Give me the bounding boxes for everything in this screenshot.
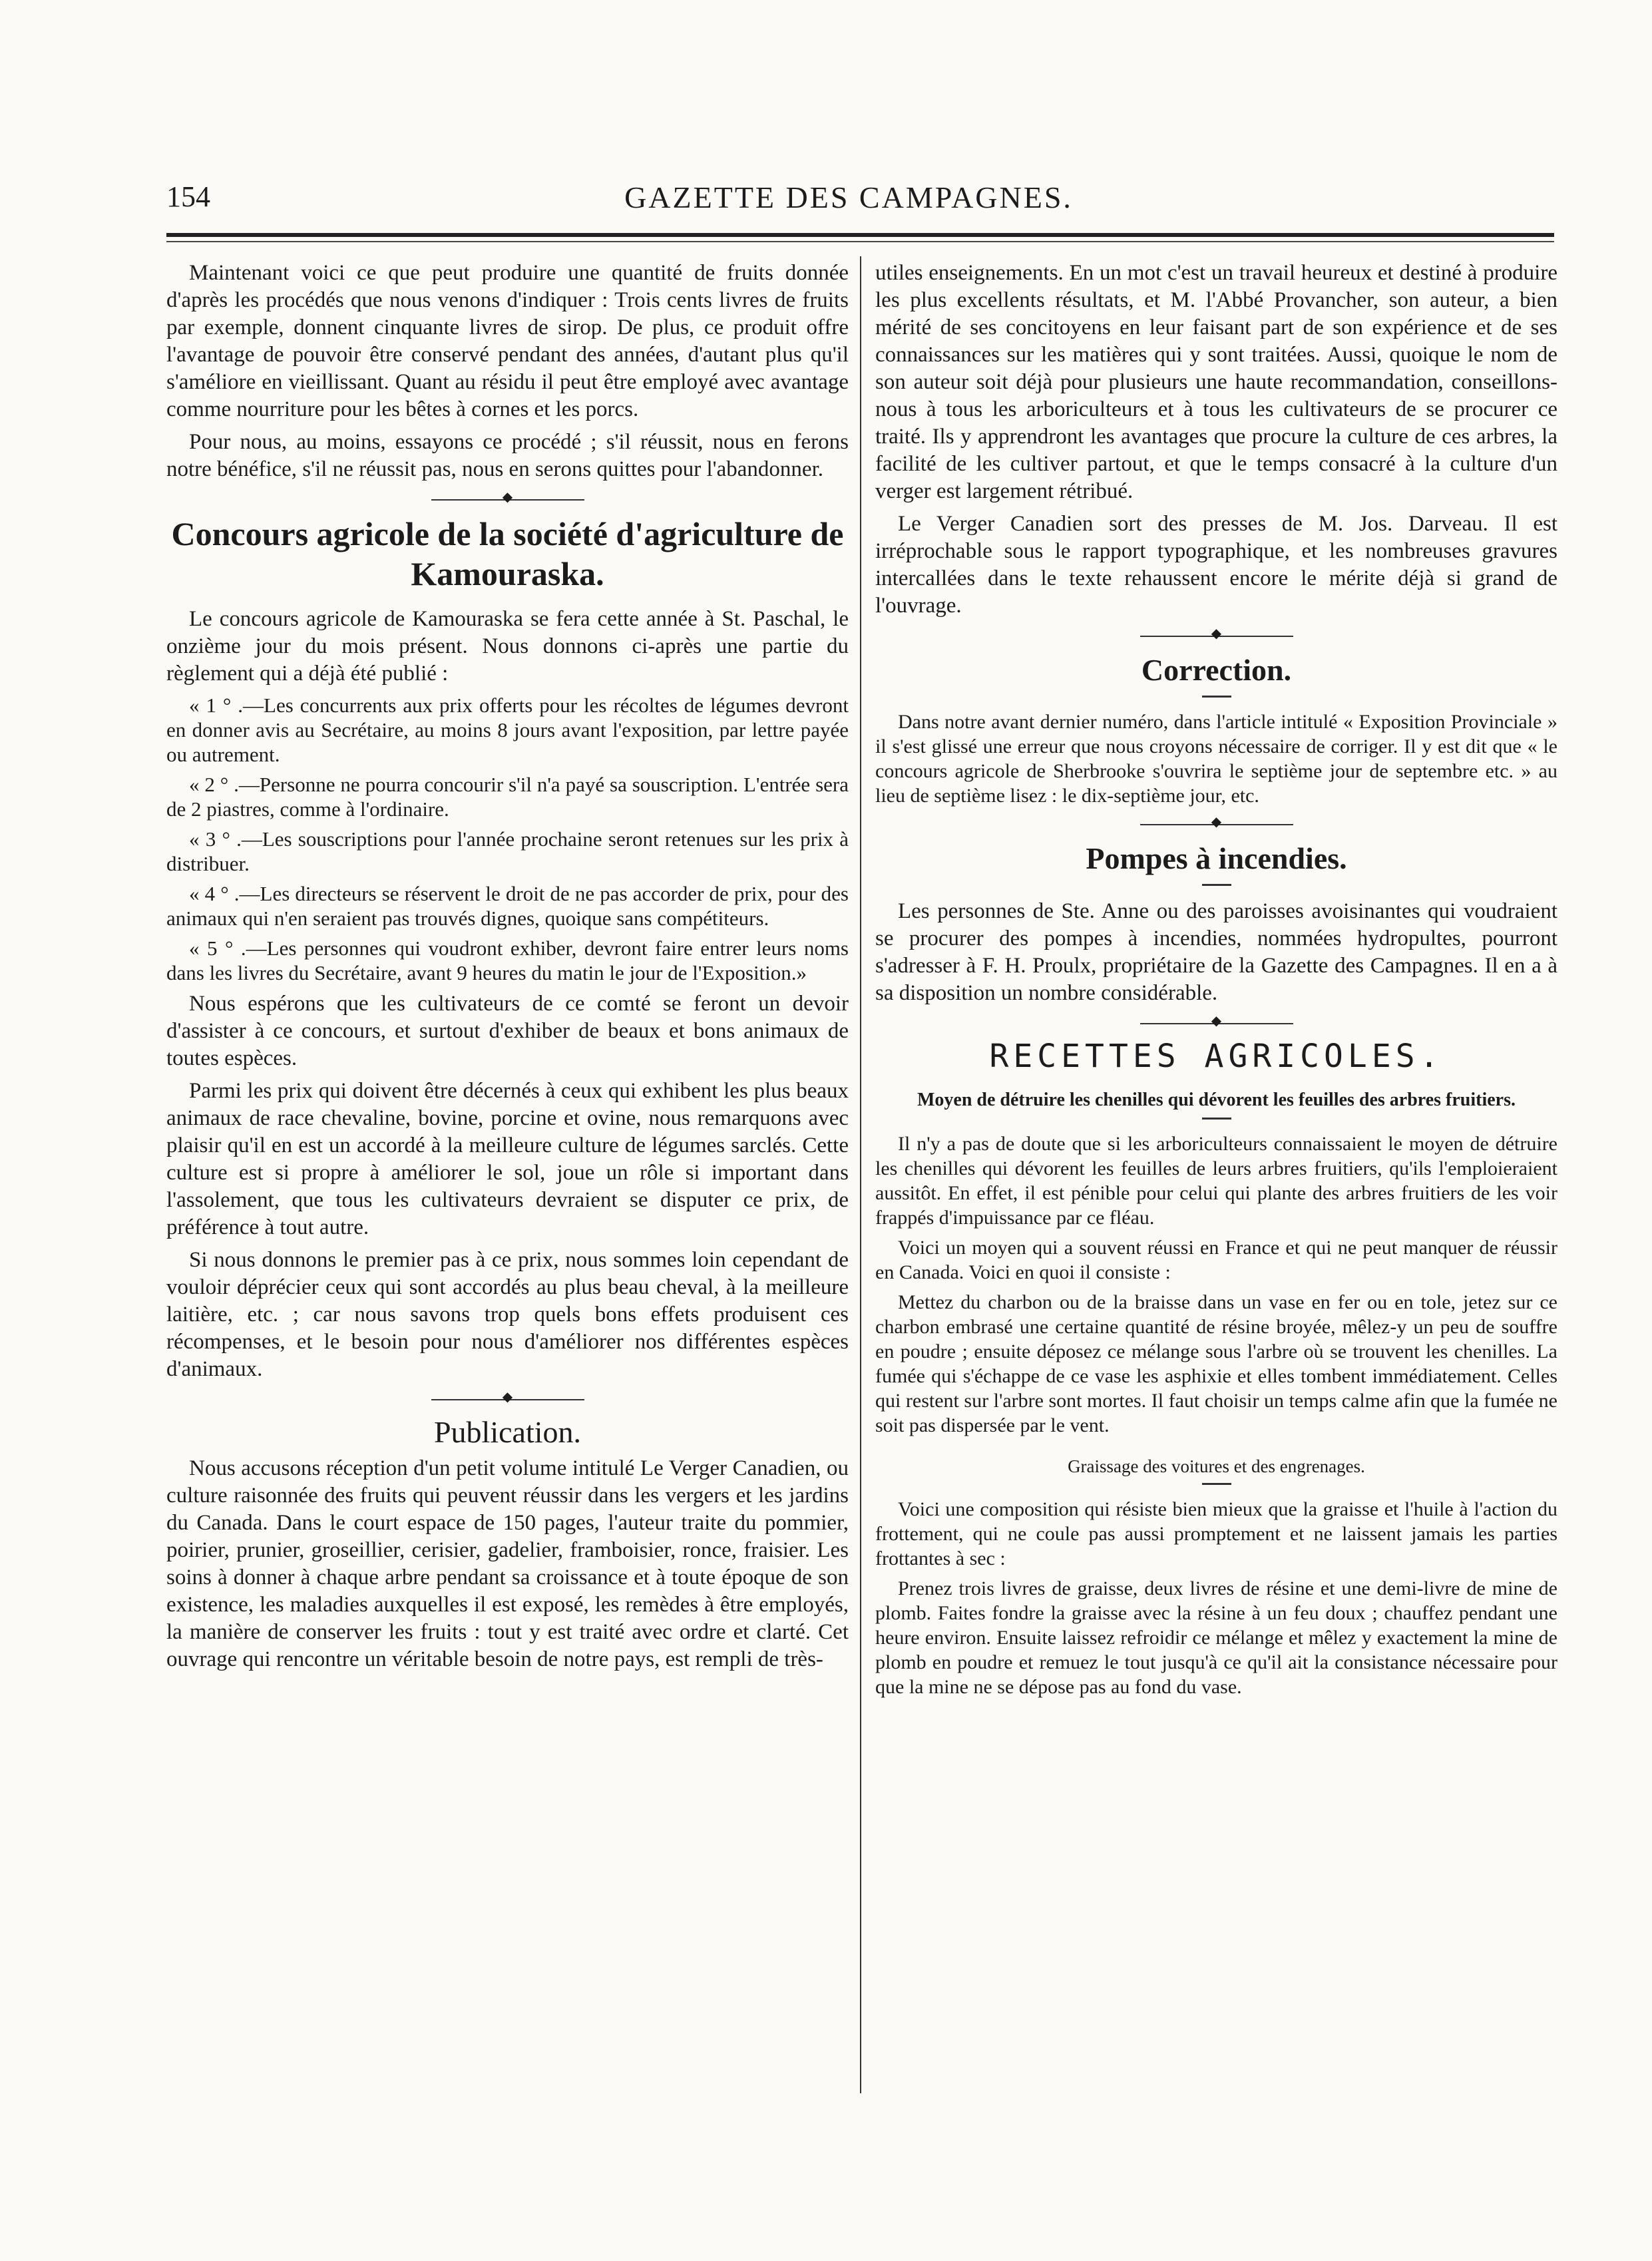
recettes-subhead: Graissage des voitures et des engrenages. bbox=[1068, 1456, 1365, 1476]
concours-paragraph: Parmi les prix qui doivent être décernés à ceux qui exhibent les plus beaux animaux de race chevaline, bovine, porcine et ovine, nous remarquons avec plaisir qu'il en est un accordé à la meilleure culture de légumes sarclés. Cette culture est si propre à améliorer le sol, joue un rôle si important dans l'assolement, que tous les cultivateurs devraient se disputer ce prix, de préférence à tout autre. bbox=[166, 1079, 849, 1239]
correction-paragraph: Dans notre avant dernier numéro, dans l'article intitulé « Exposition Provinciale » il s'est glissé une erreur que nous croyons nécessaire de corriger. Il y est dit que « le concours agricole de Sherbrooke s'ouvrira le septième jour de septembre etc. » au lieu de septième lisez : le dix-septième jour, etc. bbox=[875, 711, 1557, 807]
section-separator bbox=[1140, 636, 1293, 637]
pompes-title: Pompes à incendies. bbox=[1086, 841, 1347, 875]
concours-intro: Le concours agricole de Kamouraska se fera cette année à St. Paschal, le onzième jour du mois présent. Nous donnons ci-après une partie du règlement qui a déjà été publié : bbox=[166, 607, 849, 686]
publication-paragraph: Nous accusons réception d'un petit volume intitulé Le Verger Canadien, ou culture raisonnée des fruits qui peuvent réussir dans les vergers et les jardins du Canada. Dans le court espace de 150 pages, l'auteur traite du pommier, poirier, prunier, groseillier, cerisier, gadelier, framboisier, ronce, fraisier. Les soins à donner à chaque arbre pendant sa croissance et à toute époque de son existence, les maladies auxquelles il est exposé, les remèdes à être employés, la manière de conserver les fruits : tout y est traité avec ordre et clarté. Cet ouvrage qui rencontre un véritable besoin de notre pays, est rempli de très- bbox=[166, 1456, 849, 1671]
section-separator bbox=[1140, 1023, 1293, 1024]
concours-title: Concours agricole de la société d'agriculture de Kamouraska. bbox=[171, 515, 844, 592]
title-dash bbox=[1202, 1483, 1231, 1485]
correction-title: Correction. bbox=[1141, 653, 1292, 687]
recettes-paragraph: Voici une composition qui résiste bien mieux que la graisse et l'huile à l'action du frottement, qui ne coule pas aussi promptement et ne laissent jamais les parties frottantes à sec : bbox=[875, 1498, 1557, 1569]
section-separator bbox=[431, 1399, 584, 1400]
title-dash bbox=[1202, 884, 1231, 886]
concours-paragraph: Nous espérons que les cultivateurs de ce comté se feront un devoir d'assister à ce concours, et surtout d'exhiber de beaux et bons animaux de toutes espèces. bbox=[166, 992, 849, 1070]
header-rule-thin bbox=[166, 241, 1554, 242]
pompes-paragraph: Les personnes de Ste. Anne ou des paroisses avoisinantes qui voudraient se procurer des pompes à incendies, nommées hydropultes, pourront s'adresser à F. H. Proulx, propriétaire de la Gazette des Campagnes. Il en a à sa disposition un nombre considérable. bbox=[875, 899, 1557, 1005]
page-header bbox=[166, 180, 1531, 220]
recettes-title: RECETTES AGRICOLES. bbox=[989, 1038, 1444, 1075]
title-dash bbox=[1202, 1118, 1231, 1120]
running-title: GAZETTE DES CAMPAGNES. bbox=[624, 180, 1073, 214]
intro-paragraph: Maintenant voici ce que peut produire une quantité de fruits donnée d'après les procédés que nous venons d'indiquer : Trois cents livres de fruits par exemple, donnent cinquante livres de sirop. De plus, ce produit offre l'avantage de pouvoir être conservé pendant des années, d'autant plus qu'il s'améliore en vieillissant. Quant au résidu il peut être employé avec avantage comme nourriture pour les bêtes à cornes et les porcs. bbox=[166, 261, 849, 421]
recettes-subhead: Moyen de détruire les chenilles qui dévorent les feuilles des arbres fruitiers. bbox=[917, 1090, 1516, 1110]
recettes-paragraph: Prenez trois livres de graisse, deux livres de résine et une demi-livre de mine de plomb. Faites fondre la graisse avec la résine à un feu doux ; chauffez pendant une heure environ. Ensuite laissez refroidir ce mélange et mêlez y exactement la mine de plomb en poudre et remuez le tout jusqu'à ce qu'il ait la consistance nécessaire pour que la mine ne se dépose pas au fond du vase. bbox=[875, 1577, 1557, 1698]
right-column bbox=[875, 260, 1557, 2081]
recettes-paragraph: Il n'y a pas de doute que si les arboriculteurs connaissaient le moyen de détruire les chenilles qui dévorent les feuilles de leurs arbres fruitiers, qu'ils l'emploieraient aussitôt. En effet, il est pénible pour celui qui plante des arbres fruitiers de les voir frappés d'impuissance par ce fléau. bbox=[875, 1133, 1557, 1229]
publication-continued: utiles enseignements. En un mot c'est un travail heureux et destiné à produire les plus excellents résultats, et M. l'Abbé Provancher, son auteur, a bien mérité de ses concitoyens en leur faisant part de son expérience et de ses connaissances sur les matières qui y sont traitées. Aussi, quoique le nom de son auteur soit déjà pour plusieurs une haute recommandation, conseillons-nous à tous les arboriculteurs et à tous les cultivateurs de se procurer ce traité. Ils y apprendront les avantages que procure la culture de ces arbres, la facilité de les cultiver partout, et que le temps consacré à la culture d'un verger est largement rétribué. bbox=[875, 261, 1557, 503]
concours-rule: « 5 ° .—Les personnes qui voudront exhiber, devront faire entrer leurs noms dans les livres du Secrétaire, avant 9 heures du matin le jour de l'Exposition.» bbox=[166, 936, 849, 984]
header-rule-thick bbox=[166, 233, 1554, 237]
recettes-paragraph: Mettez du charbon ou de la braisse dans un vase en fer ou en tole, jetez sur ce charbon embrasé une certaine quantité de résine broyée, mêlez-y un peu de souffre en poudre ; ensuite déposez ce mélange sous l'arbre où se trouvent les chenilles. La fumée qui s'échappe de ce vase les asphixie et elles tombent immédiatement. Celles qui restent sur l'arbre sont mortes. Il faut choisir un temps calme afin que la fumée ne soit pas dispersée par le vent. bbox=[875, 1291, 1557, 1436]
left-column bbox=[166, 260, 849, 2081]
intro-paragraph: Pour nous, au moins, essayons ce procédé ; s'il réussit, nous en ferons notre bénéfice, s'il ne réussit pas, nous en serons quittes pour l'abandonner. bbox=[166, 430, 849, 481]
concours-rule: « 4 ° .—Les directeurs se réservent le droit de ne pas accorder de prix, pour des animaux qui n'en seraient pas trouvés dignes, quoique sans compétiteurs. bbox=[166, 882, 849, 930]
section-separator bbox=[431, 499, 584, 501]
publication-title: Publication. bbox=[433, 1415, 582, 1449]
section-separator bbox=[1140, 824, 1293, 825]
concours-paragraph: Si nous donnons le premier pas à ce prix, nous sommes loin cependant de vouloir déprécier ceux qui sont accordés au plus beau cheval, à la meilleure laitière, etc. ; car nous savons trop quels bons effets produisent ces récompenses, et le besoin pour nous d'améliorer nos différentes espèces d'animaux. bbox=[166, 1248, 849, 1381]
concours-rule: « 3 ° .—Les souscriptions pour l'année prochaine seront retenues sur les prix à distribuer. bbox=[166, 827, 849, 875]
page-number: 154 bbox=[166, 180, 210, 213]
publication-continued: Le Verger Canadien sort des presses de M. Jos. Darveau. Il est irréprochable sous le rapport typographique, et les nombreuses gravures intercallées dans le texte rehaussent encore le mérite déjà si grand de l'ouvrage. bbox=[875, 512, 1557, 618]
concours-rule: « 2 ° .—Personne ne pourra concourir s'il n'a payé sa souscription. L'entrée sera de 2 piastres, comme à l'ordinaire. bbox=[166, 773, 849, 821]
recettes-paragraph: Voici un moyen qui a souvent réussi en France et qui ne peut manquer de réussir en Canada. Voici en quoi il consiste : bbox=[875, 1237, 1557, 1283]
title-dash bbox=[1202, 696, 1231, 698]
concours-rule: « 1 ° .—Les concurrents aux prix offerts pour les récoltes de légumes devront en donner avis au Secrétaire, au moins 8 jours avant l'exposition, par lettre payée ou autrement. bbox=[166, 694, 849, 766]
column-divider bbox=[860, 256, 861, 2093]
